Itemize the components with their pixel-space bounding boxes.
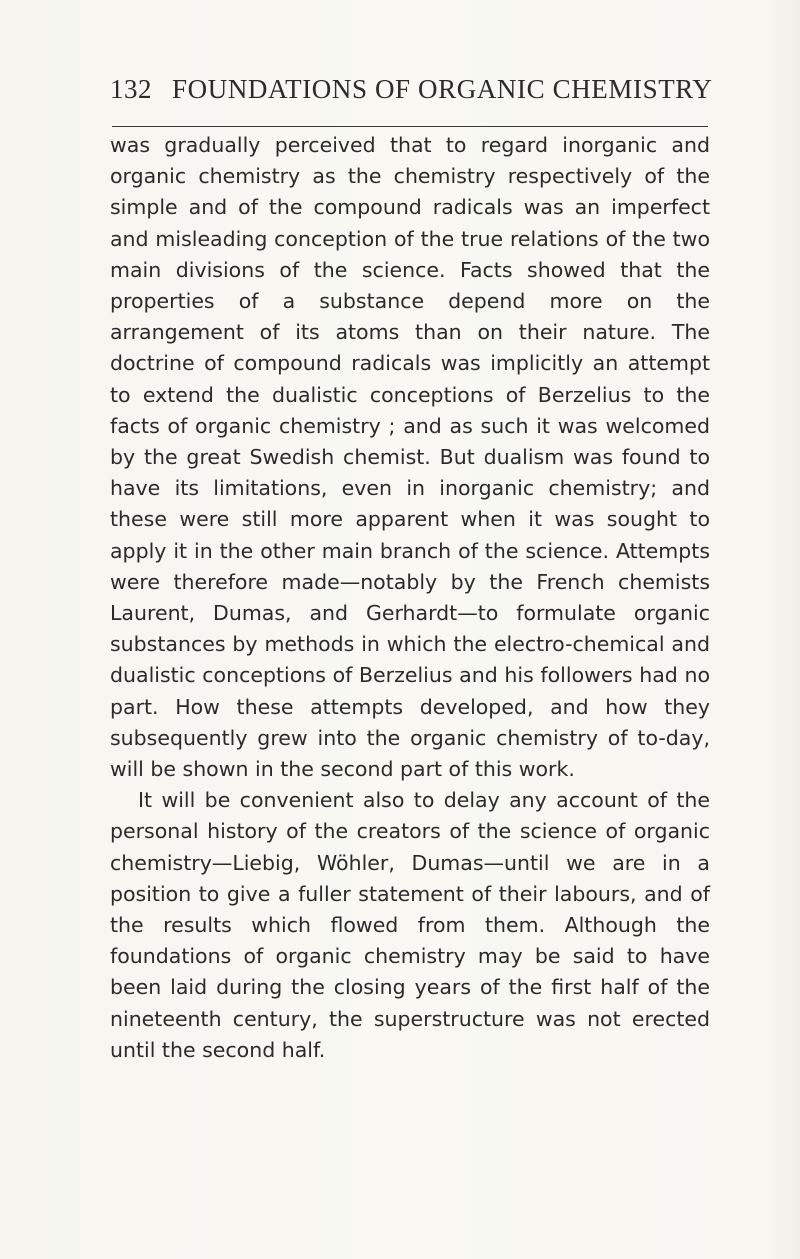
header-rule: [112, 126, 708, 127]
paragraph-continuation: was gradually perceived that to regard inorganic and organic chemistry as the chemistry respectively of the simple and of the compound radicals was an imperfect and misleading conception of the true relations of the two main divisions of the science. Facts showed that the properties of a substance depend more on the arrangement of its atoms than on their nature. The doctrine of compound radicals was implicitly an attempt to extend the dualistic conceptions of Berzelius to the facts of organic chemistry ; and as such it was welcomed by the great Swedish chemist. But dualism was found to have its limitations, even in inorganic chemistry; and these were still more apparent when it was sought to apply it in the other main branch of the science. Attempts were therefore made—notably by the French chemists Laurent, Dumas, and Gerhardt—to formulate organic substances by methods in which the electro-chemical and dualistic conceptions of Berzelius and his followers had no part. How these attempts developed, and how they subsequently grew into the organic chemistry of to-day, will be shown in the second part of this work.: [110, 133, 710, 782]
paragraph: It will be convenient also to delay any account of the personal history of the creators of the science of organic chemistry—Liebig, Wöhler, Dumas—until we are in a position to give a fuller statement of their labours, and of the results which flowed from them. Although the foundations of organic chemistry may be said to have been laid during the closing years of the first half of the nineteenth century, the superstructure was not erected until the second half.: [110, 788, 710, 1062]
body-text: [110, 130, 710, 1066]
page-number: 132: [110, 74, 152, 104]
page-header: [110, 74, 713, 114]
running-title: FOUNDATIONS OF ORGANIC CHEMISTRY: [172, 74, 713, 104]
